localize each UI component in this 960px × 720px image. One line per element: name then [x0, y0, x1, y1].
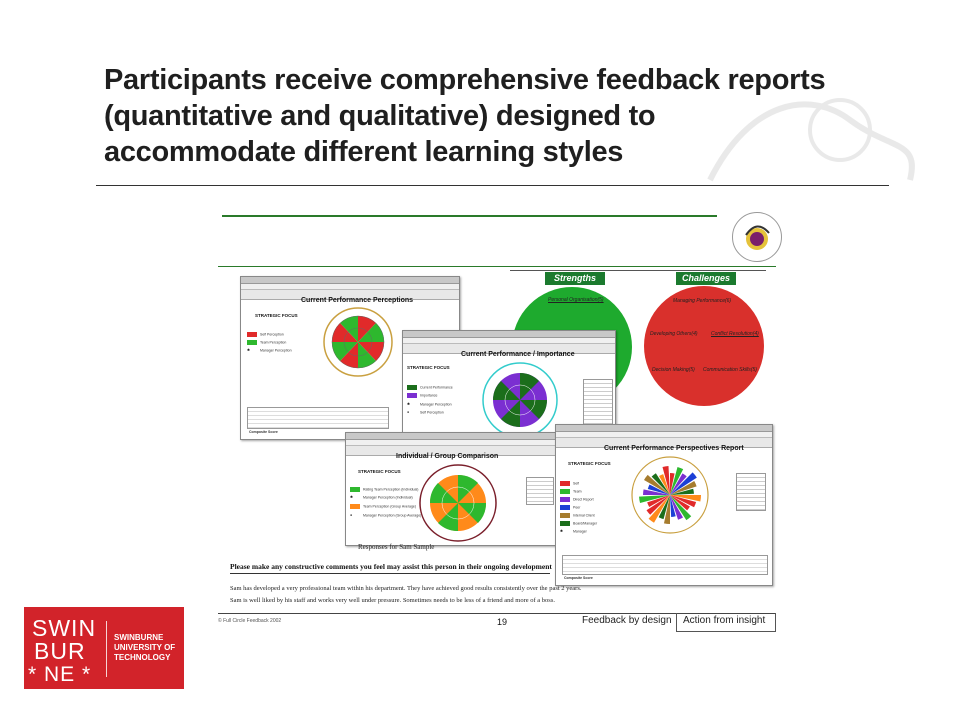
title-line-1: Participants receive comprehensive feedback reports [104, 64, 826, 96]
side-legend-box [583, 379, 613, 429]
challenge-item: Decision Making(5) [652, 367, 695, 373]
responses-title: Responses for Sam Sample [358, 543, 435, 551]
legend-item: Board/Manager [560, 521, 597, 526]
strategic-focus-label: STRATEGIC FOCUS [568, 461, 611, 466]
legend-item: ✱ Manager Perception (Individual) [350, 495, 413, 500]
strategic-focus-label: STRATEGIC FOCUS [407, 365, 450, 370]
logo-university-name: SWINBURNE UNIVERSITY OF TECHNOLOGY [114, 633, 176, 662]
legend-item: Self [560, 481, 579, 486]
full-circle-badge [732, 212, 782, 262]
legend-item: Rating Team Perception (Individual) [350, 487, 418, 492]
title-line-3: accommodate different learning styles [104, 136, 624, 168]
response-line: Sam is well liked by his staff and works very well under pressure. Sometimes needs to be less of a friend and more of a boss. [230, 597, 555, 604]
tagline-action: Action from insight [683, 615, 766, 626]
radar-chart [418, 463, 498, 543]
green-rule-mid [218, 266, 776, 267]
legend-item: Current Performance [407, 385, 453, 390]
logo-row: BUR [34, 638, 86, 664]
legend-item: ✱ Manager [560, 529, 587, 534]
strategic-focus-label: STRATEGIC FOCUS [358, 469, 401, 474]
report-title: Current Performance Perceptions [301, 297, 414, 304]
perspectives-report-window[interactable] [555, 424, 773, 586]
composite-score-label: Composite Score [249, 430, 278, 434]
legend-item: Team Perception [247, 340, 286, 345]
window-titlebar[interactable] [241, 277, 459, 284]
tagline-feedback: Feedback by design [582, 615, 672, 626]
report-title: Current Performance Perspectives Report [604, 445, 744, 452]
window-titlebar[interactable] [403, 331, 615, 338]
legend-item: Self Perception [247, 332, 284, 337]
title-line-2: (quantitative and qualitative) designed to [104, 100, 656, 132]
challenge-item: Communication Skills(5) [703, 367, 757, 373]
challenges-label: Challenges [676, 272, 736, 285]
side-legend-box [526, 477, 554, 505]
responses-question: Please make any constructive comments you feel may assist this person in their ongoing development [230, 562, 552, 571]
panel-top-rule [510, 270, 766, 271]
challenge-item: Conflict Resolution(4) [711, 331, 759, 337]
scores-table [247, 407, 389, 429]
radar-chart [321, 305, 395, 379]
legend-item: Peer [560, 505, 580, 510]
legend-item: Internal Client [560, 513, 595, 518]
copyright-text: © Full Circle Feedback 2002 [218, 618, 282, 624]
legend-item: Team Perception (Group Average) [350, 504, 416, 509]
radar-chart [481, 361, 559, 439]
challenge-item: Managing Performance(6) [673, 298, 732, 304]
logo-row: * NE * [28, 663, 92, 686]
strategic-focus-label: STRATEGIC FOCUS [255, 313, 298, 318]
report-title: Current Performance / Importance [461, 351, 575, 358]
legend-item: ✱ Manager Perception [407, 402, 452, 407]
radar-chart [628, 453, 712, 537]
strengths-label: Strengths [545, 272, 605, 285]
report-title: Individual / Group Comparison [396, 453, 499, 460]
logo-divider [106, 621, 107, 677]
legend-item: ● Self Perception [407, 410, 444, 415]
swinburne-logo [24, 607, 184, 689]
legend-item: ● Manager Perception (Group Average) [350, 513, 422, 518]
side-legend-box [736, 473, 766, 511]
legend-item: Team [560, 489, 582, 494]
full-circle-logo-icon [733, 213, 781, 261]
legend-item: ✱ Manager Perception [247, 348, 292, 353]
legend-item: Importance [407, 393, 438, 398]
window-titlebar[interactable] [556, 425, 772, 432]
response-line: Sam has developed a very professional team within his department. They have achieved good results consistently over the past 2 years. [230, 585, 582, 592]
green-rule-top [222, 215, 717, 217]
composite-score-label: Composite Score [564, 576, 593, 580]
decorative-watermark-icon [690, 80, 930, 200]
legend-item: Direct Report [560, 497, 594, 502]
group-comparison-window[interactable] [345, 432, 560, 546]
scores-table [562, 555, 768, 575]
strength-item: Personal Organisation(5) [548, 297, 604, 303]
page-number: 19 [497, 617, 508, 627]
logo-row: SWIN [32, 615, 97, 641]
window-titlebar[interactable] [346, 433, 559, 440]
responses-rule [230, 573, 550, 574]
challenge-item: Developing Others(4) [650, 331, 698, 337]
